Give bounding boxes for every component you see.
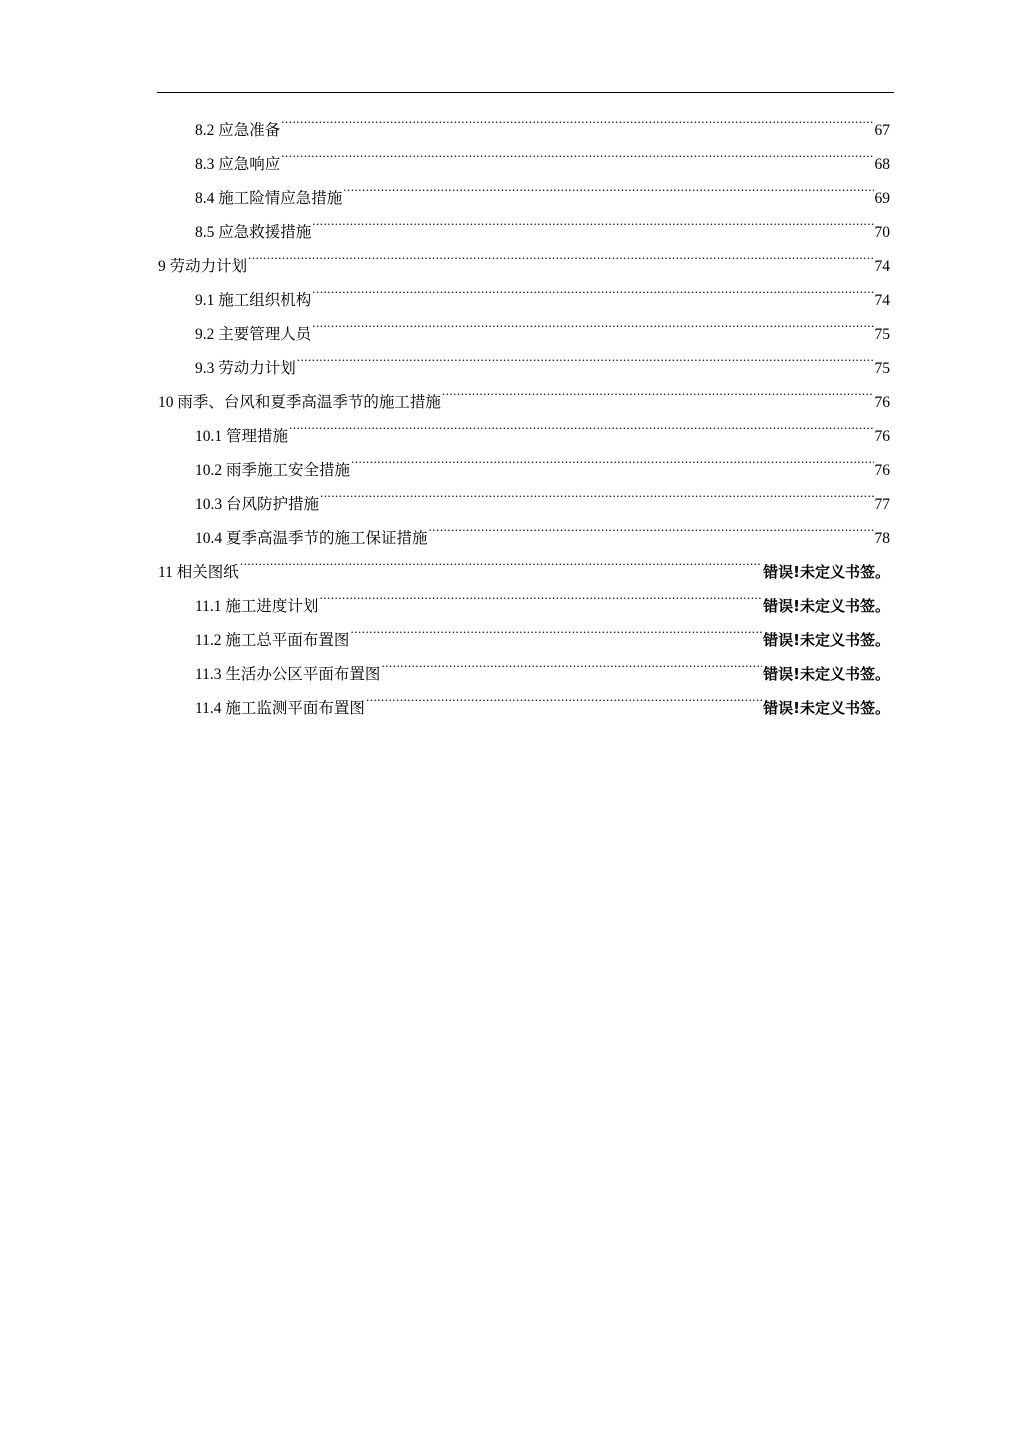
toc-entry-title: 11.1 施工进度计划	[195, 598, 319, 615]
toc-entry-bookmark-error: 错误!未定义书签。	[763, 699, 890, 717]
toc-dot-leader	[297, 339, 874, 373]
toc-dot-leader	[320, 475, 873, 509]
toc-entry-title: 10 雨季、台风和夏季高温季节的施工措施	[158, 394, 441, 411]
toc-dot-leader	[312, 271, 873, 305]
toc-entry-title: 10.1 管理措施	[195, 428, 289, 445]
toc-dot-leader	[366, 679, 762, 713]
toc-entry-title: 10.3 台风防护措施	[195, 496, 320, 513]
toc-entry-title: 10.4 夏季高温季节的施工保证措施	[195, 530, 428, 547]
toc-entry-title: 11.2 施工总平面布置图	[195, 632, 350, 649]
toc-entry[interactable]	[158, 101, 890, 139]
toc-dot-leader	[312, 305, 873, 339]
toc-entry-title: 8.3 应急响应	[195, 156, 281, 173]
toc-dot-leader	[312, 203, 873, 237]
toc-entry-page-number: 78	[874, 530, 890, 547]
toc-entry-page-number: 69	[874, 190, 890, 207]
toc-dot-leader	[429, 509, 874, 543]
toc-entry-title: 11.4 施工监测平面布置图	[195, 700, 365, 717]
toc-entry-page-number: 76	[874, 428, 890, 445]
toc-dot-leader	[281, 135, 873, 169]
toc-entry[interactable]	[158, 543, 890, 581]
toc-entry-title: 8.2 应急准备	[195, 122, 281, 139]
toc-entry-bookmark-error: 错误!未定义书签。	[763, 597, 890, 615]
toc-dot-leader	[248, 237, 873, 271]
toc-dot-leader	[351, 441, 873, 475]
toc-dot-leader	[319, 577, 762, 611]
toc-entry-title: 8.5 应急救援措施	[195, 224, 312, 241]
toc-entry-title: 9.1 施工组织机构	[195, 292, 312, 309]
toc-dot-leader	[281, 101, 873, 135]
toc-dot-leader	[381, 645, 762, 679]
toc-entry-page-number: 74	[874, 292, 890, 309]
toc-entry[interactable]	[158, 237, 890, 275]
toc-entry-page-number: 74	[874, 258, 890, 275]
toc-entry[interactable]	[158, 271, 890, 309]
toc-entry-bookmark-error: 错误!未定义书签。	[763, 631, 890, 649]
toc-entry-page-number: 77	[874, 496, 890, 513]
toc-entry-title: 8.4 施工险情应急措施	[195, 190, 343, 207]
toc-entry-page-number: 76	[874, 462, 890, 479]
toc-entry-title: 10.2 雨季施工安全措施	[195, 462, 351, 479]
toc-entry-bookmark-error: 错误!未定义书签。	[763, 665, 890, 683]
toc-entry-bookmark-error: 错误!未定义书签。	[763, 563, 890, 581]
toc-dot-leader	[442, 373, 874, 407]
toc-entry-page-number: 68	[874, 156, 890, 173]
table-of-contents	[158, 101, 890, 717]
toc-entry-page-number: 75	[874, 360, 890, 377]
toc-entry-title: 11.3 生活办公区平面布置图	[195, 666, 381, 683]
toc-entry-page-number: 70	[874, 224, 890, 241]
toc-dot-leader	[350, 611, 762, 645]
toc-entry-page-number: 67	[874, 122, 890, 139]
toc-entry-title: 9 劳动力计划	[158, 258, 248, 275]
header-rule	[157, 92, 894, 93]
toc-entry-title: 9.3 劳动力计划	[195, 360, 296, 377]
toc-dot-leader	[289, 407, 873, 441]
toc-dot-leader	[343, 169, 873, 203]
toc-entry-title: 11 相关图纸	[158, 564, 239, 581]
toc-entry-page-number: 76	[874, 394, 890, 411]
toc-dot-leader	[240, 543, 762, 577]
toc-entry-title: 9.2 主要管理人员	[195, 326, 312, 343]
toc-entry-page-number: 75	[874, 326, 890, 343]
